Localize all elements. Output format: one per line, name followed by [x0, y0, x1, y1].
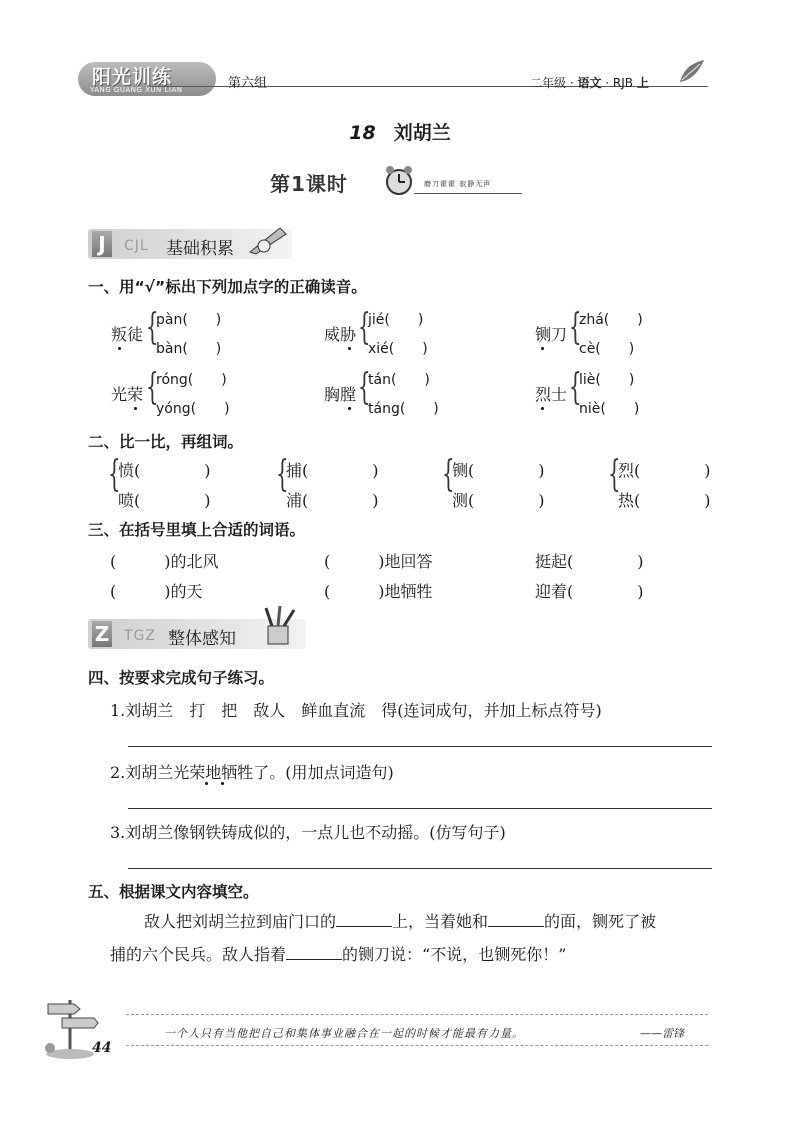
pinyin-option: yóng( ): [156, 401, 230, 417]
emphasis-dot: [541, 347, 544, 350]
brace: {: [569, 307, 582, 348]
brace: {: [146, 307, 159, 348]
fill-phrase: ( )地回答: [324, 552, 433, 571]
brace: {: [146, 367, 159, 408]
answer-line[interactable]: [128, 868, 712, 869]
char-pair-b: 喷( ): [118, 491, 211, 510]
word: 光荣: [111, 385, 144, 404]
char-pair-b: 热( ): [618, 491, 711, 510]
brace: {: [442, 454, 455, 495]
section-letter: Z: [92, 621, 112, 647]
quote-text: 一个人只有当他把自己和集体事业融合在一起的时候才能最有力量。: [164, 1027, 524, 1040]
word: 烈士: [535, 385, 568, 404]
brace: {: [608, 454, 621, 495]
char-pair-a: 铡( ): [452, 461, 545, 480]
fill-phrase: ( )地牺牲: [324, 582, 433, 601]
emphasis-dot: [348, 347, 351, 350]
char-pair-b: 浦( ): [286, 491, 379, 510]
brace: {: [358, 367, 371, 408]
question-1-title: 一、用“√”标出下列加点字的正确读音。: [88, 278, 367, 296]
section-code: TGZ: [124, 628, 156, 644]
emphasis-dot: [134, 407, 137, 410]
brace: {: [108, 454, 121, 495]
fill-paragraph-line-1: 敌人把刘胡兰拉到庙门口的 上，当着她和 的面，铡死了被: [144, 912, 657, 931]
logo-subtext: YANG GUANG XUN LIAN: [90, 86, 183, 94]
logo-text: 阳光训练: [92, 66, 173, 88]
group-label: 第六组: [228, 76, 268, 91]
word: 胸膛: [324, 385, 357, 404]
sentence-task-1: 1.刘胡兰 打 把 敌人 鲜血直流 得(连词成句，并加上标点符号): [110, 701, 602, 720]
fill-blank[interactable]: [488, 912, 544, 927]
char-pair-a: 愤( ): [118, 461, 211, 480]
pencil-cup-icon: [256, 606, 304, 646]
emphasis-dot: [118, 347, 121, 350]
fill-phrase: 迎着( ): [535, 582, 644, 601]
brace: {: [358, 307, 371, 348]
lesson-band: 磨刀霍霍 寂静无声: [414, 183, 522, 194]
pinyin-option: xié( ): [368, 341, 428, 357]
fill-phrase: 挺起( ): [535, 552, 644, 571]
section-name: 基础积累: [166, 239, 234, 259]
fill-paragraph-line-2: 捕的六个民兵。敌人指着 的铡刀说：“不说，也铡死你！”: [110, 945, 567, 964]
grade-label: 二年级 · 语文 · RJB 上: [530, 76, 649, 90]
page-title: 18 刘胡兰: [349, 122, 451, 144]
lesson-label: 第1课时: [270, 172, 348, 196]
char-pair-a: 捕( ): [286, 461, 379, 480]
brace: {: [569, 367, 582, 408]
question-2-title: 二、比一比，再组词。: [88, 433, 244, 451]
pinyin-option: liè( ): [579, 372, 635, 388]
fill-phrase: ( )的天: [110, 582, 203, 601]
word: 铡刀: [535, 325, 568, 344]
question-4-title: 四、按要求完成句子练习。: [88, 669, 275, 687]
quote-author: ——雷锋: [640, 1027, 684, 1040]
fill-blank[interactable]: [336, 912, 392, 927]
emphasis-dot: [541, 407, 544, 410]
emphasis-dot: [348, 407, 351, 410]
answer-line[interactable]: [128, 746, 712, 747]
char-pair-b: 测( ): [452, 491, 545, 510]
leaf-icon: [676, 56, 706, 86]
fill-blank[interactable]: [286, 945, 342, 960]
sentence-task-2: 2.刘胡兰光荣地牺牲了。(用加点词造句): [110, 763, 394, 782]
pinyin-option: zhá( ): [579, 312, 643, 328]
pencil-icon: [246, 222, 292, 256]
char-pair-a: 烈( ): [618, 461, 711, 480]
emphasis-dot: [205, 782, 208, 785]
pinyin-option: niè( ): [579, 401, 640, 417]
emphasis-dot: [221, 782, 224, 785]
fill-phrase: ( )的北风: [110, 552, 219, 571]
pinyin-option: róng( ): [156, 372, 227, 388]
answer-line[interactable]: [128, 808, 712, 809]
section-letter: J: [92, 231, 112, 257]
word: 威胁: [324, 325, 357, 344]
alarm-clock-icon: [382, 163, 416, 197]
question-3-title: 三、在括号里填上合适的词语。: [88, 521, 306, 539]
brace: {: [276, 454, 289, 495]
pinyin-option: bàn( ): [156, 341, 222, 357]
pinyin-option: táng( ): [368, 401, 439, 417]
pinyin-option: cè( ): [579, 341, 635, 357]
word: 叛徒: [111, 325, 144, 344]
pinyin-option: pàn( ): [156, 312, 222, 328]
question-5-title: 五、根据课文内容填空。: [88, 883, 259, 901]
pinyin-option: jié( ): [368, 312, 424, 328]
page-number: 44: [92, 1040, 112, 1056]
sentence-task-3: 3.刘胡兰像钢铁铸成似的，一点儿也不动摇。(仿写句子): [110, 823, 506, 842]
pinyin-option: tán( ): [368, 372, 430, 388]
section-code: CJL: [124, 238, 149, 254]
section-name: 整体感知: [168, 629, 236, 649]
